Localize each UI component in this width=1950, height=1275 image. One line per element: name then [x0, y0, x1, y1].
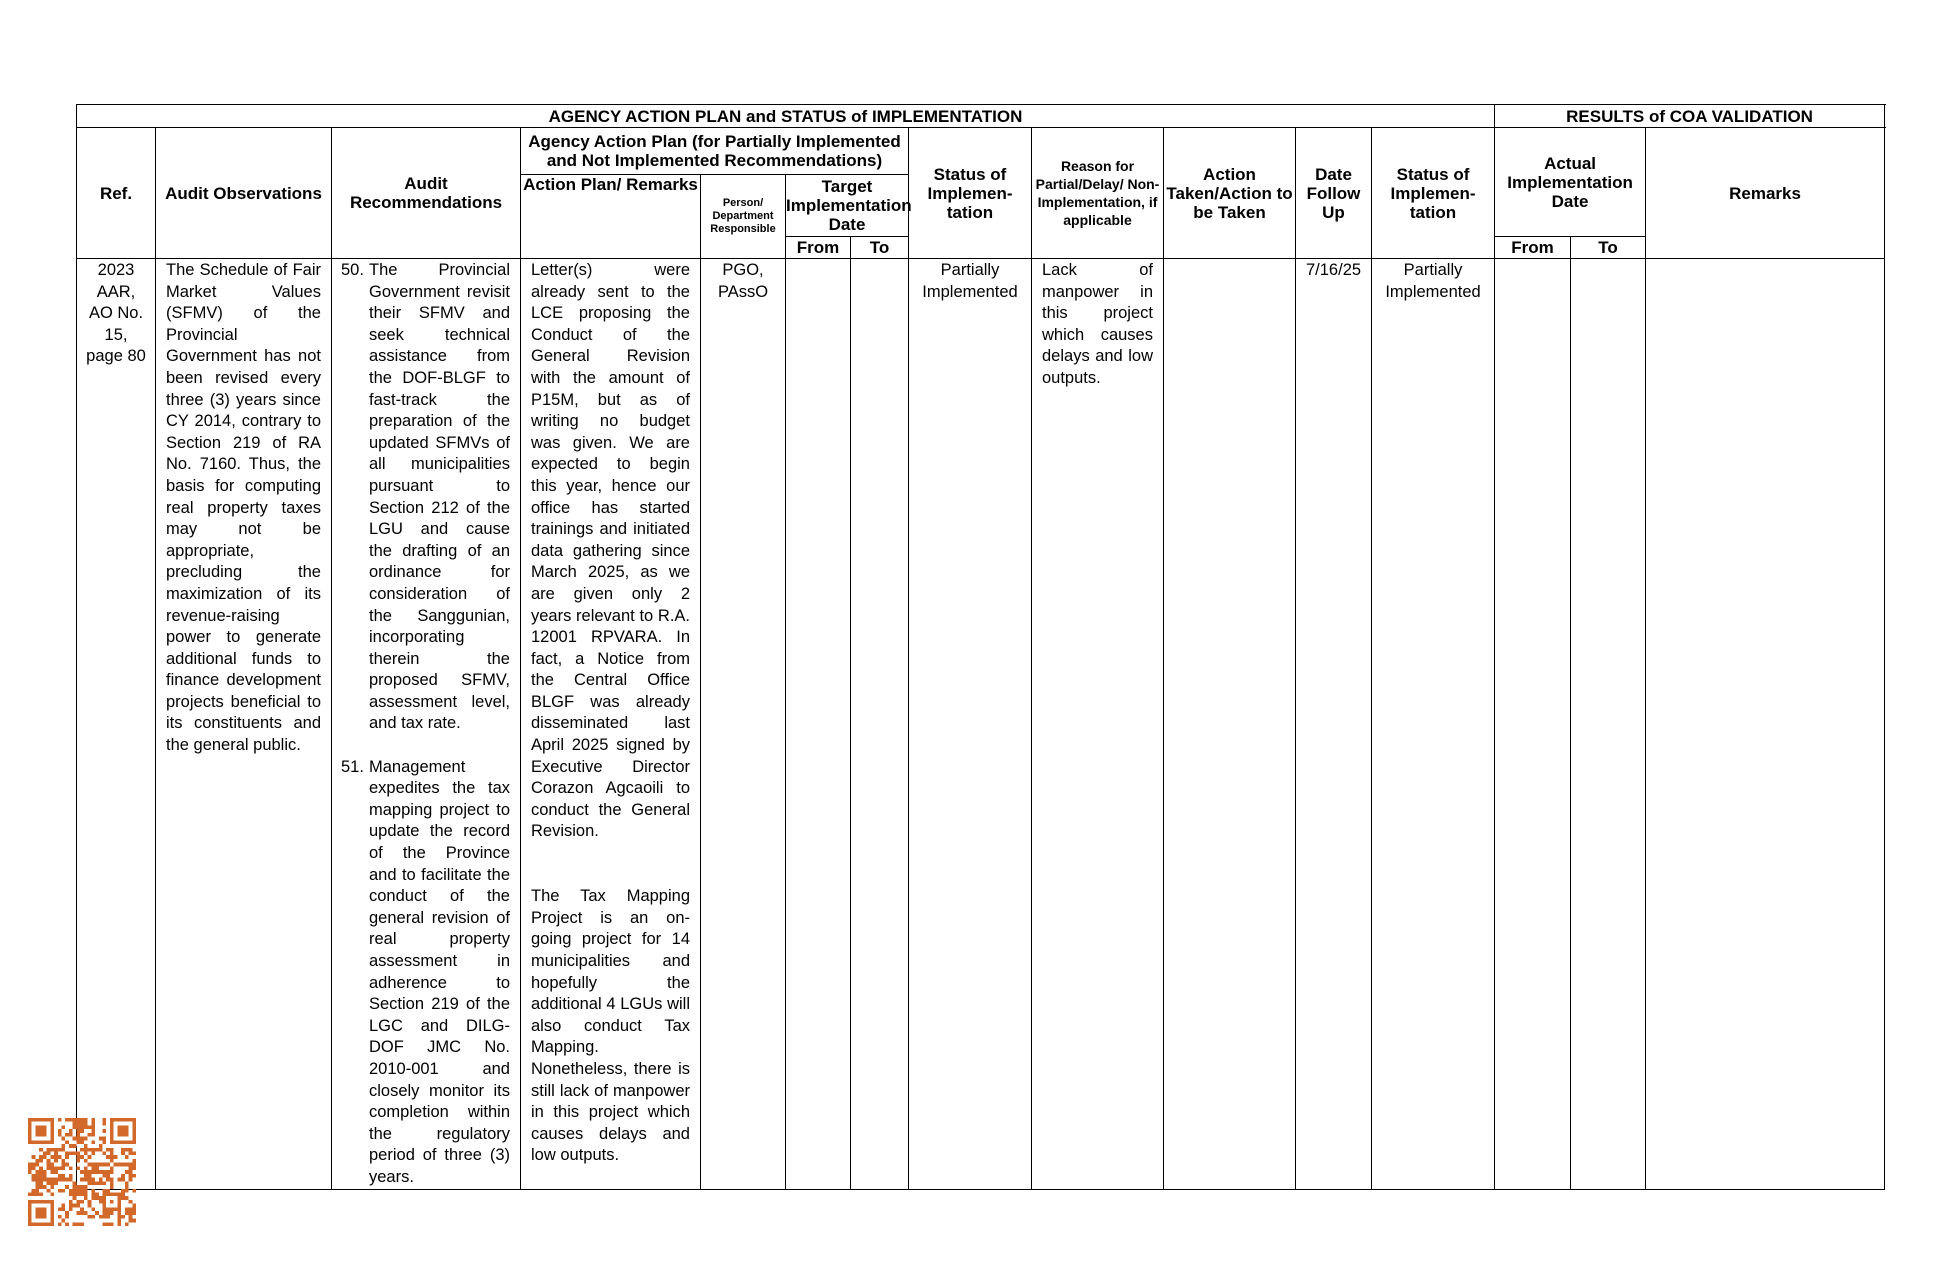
qr-code-icon: [28, 1118, 136, 1226]
target-from-header: From: [786, 237, 851, 259]
action-plan-cell: [521, 259, 701, 1190]
coa-status-header: Status of Implemen-tation: [1372, 128, 1495, 259]
agency-section-header: AGENCY ACTION PLAN and STATUS of IMPLEMENTATION: [77, 105, 1495, 128]
action-plan-table: [76, 104, 1885, 1190]
status-cell: Partially Implemented: [909, 259, 1032, 1190]
coa-status-cell: Partially Implemented: [1372, 259, 1495, 1190]
ref-cell: 2023 AAR, AO No. 15, page 80: [77, 259, 156, 1190]
recommendation-number: 51.: [341, 757, 364, 776]
recommendation-text: The Provincial Government revisit their SFMV and seek technical assistance from the DOF-BLGF to fast-track the preparation of the updated SFMVs of all municipalities pursuant to Section 212 of the LGU and cause the drafting of an ordinance for consideration of the Sanggunian, incorporating therein the proposed SFMV, assessment level, and tax rate.: [369, 261, 510, 733]
reason-header: Reason for Partial/Delay/ Non-Implementation, if applicable: [1032, 128, 1164, 259]
coa-section-header: RESULTS of COA VALIDATION: [1495, 105, 1885, 128]
recommendations-cell: [332, 259, 521, 1190]
action-plan-remarks-header: Action Plan/ Remarks: [521, 175, 701, 259]
recommendation-item: [341, 260, 510, 735]
status-implementation-header: Status of Implemen-tation: [909, 128, 1032, 259]
target-to-cell: [851, 259, 909, 1190]
person-responsible-header: Person/ Department Responsible: [701, 175, 786, 259]
agency-action-plan-header: Agency Action Plan (for Partially Implemented and Not Implemented Recommendations): [521, 128, 909, 175]
audit-recommendations-header: Audit Recommendations: [332, 128, 521, 259]
action-plan-paragraph: Letter(s) were already sent to the LCE proposing the Conduct of the General Revision with the amount of P15M, but as of writing no budget was given. We are expected to begin this year, hence our office has started trainings and initiated data gathering since March 2025, as we are given only 2 years relevant to R.A. 12001 RPVARA. In fact, a Notice from the Central Office BLGF was already disseminated last April 2025 signed by Executive Director Corazon Agcaoili to conduct the General Revision.: [531, 261, 690, 841]
remarks-header: Remarks: [1646, 128, 1885, 259]
action-plan-paragraph: The Tax Mapping Project is an on-going project for 14 municipalities and hopefully the additional 4 LGUs will also conduct Tax Mapping. Nonetheless, there is still lack of manpower in this project which causes delays and low outputs.: [531, 887, 690, 1165]
target-to-header: To: [851, 237, 909, 259]
recommendation-item: [341, 757, 510, 1189]
actual-from-cell: [1495, 259, 1571, 1190]
action-taken-header: Action Taken/Action to be Taken: [1164, 128, 1296, 259]
date-follow-up-cell: 7/16/25: [1296, 259, 1372, 1190]
remarks-cell: [1646, 259, 1885, 1190]
target-date-header: Target Implementation Date: [786, 175, 909, 237]
actual-date-header: Actual Implementation Date: [1495, 128, 1646, 237]
person-responsible-cell: PGO, PAssO: [701, 259, 786, 1190]
actual-to-header: To: [1571, 237, 1646, 259]
reason-cell: Lack of manpower in this project which causes delays and low outputs.: [1032, 259, 1164, 1190]
recommendation-text: Management expedites the tax mapping project to update the record of the Province and to facilitate the conduct of the general revision of real property assessment in adherence to Section 219 of the LGC and DILG-DOF JMC No. 2010-001 and closely monitor its completion within the regulatory period of three (3) years.: [369, 757, 510, 1186]
audit-observations-header: Audit Observations: [156, 128, 332, 259]
observation-cell: The Schedule of Fair Market Values (SFMV) of the Provincial Government has not been revised every three (3) years since CY 2014, contrary to Section 219 of RA No. 7160. Thus, the basis for computing real property taxes may not be appropriate, precluding the maximization of its revenue-raising power to generate additional funds to finance development projects beneficial to its constituents and the general public.: [156, 259, 332, 1190]
target-from-cell: [786, 259, 851, 1190]
date-follow-up-header: Date Follow Up: [1296, 128, 1372, 259]
action-taken-cell: [1164, 259, 1296, 1190]
actual-to-cell: [1571, 259, 1646, 1190]
recommendation-number: 50.: [341, 261, 364, 279]
actual-from-header: From: [1495, 237, 1571, 259]
ref-header: Ref.: [77, 128, 156, 259]
